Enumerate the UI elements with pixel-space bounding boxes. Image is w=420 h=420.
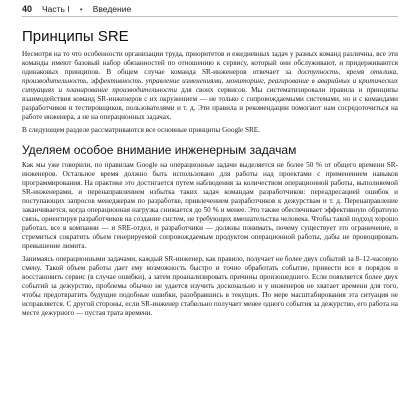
running-header [22,2,398,17]
paragraph-sre-duties [22,50,398,122]
paragraph-text: Несмотря на то что особенности организации труда, приоритетов и ежедневных задач у разных команд различны, все эти команды имеют базовый набор обязанностей по отношению к сервису, который они обслуживают, и придерживаются одинаковых принципов. В общем случае команда SR-инженеров отвечает за [22,50,398,76]
paragraph-text: для своих сервисов. Мы систематизировали правила и принципы взаимодействия команд SR-инженеров с их окружением — не только с сопровождаемыми системами, но и с командами разработчиков и тестировщиков, пользователями и т. д. Эти правила и рекомендации помогают нам сосредоточиться на работе инженера, а не на операционных задачах. [22,86,398,121]
paragraph-oncall-events: Занимаясь операционными задачами, каждый SR-инженер, как правило, получает не более двух событий за 8–12-часовую смену. Такой объем работы дает ему возможность быстро и точно обработать событие, привести все в порядок и восстановить сервис (в случае ошибки), а затем проанализировать причины произошедшего. Если появляется более двух событий за дежурство, проблемы обычно не удается изучить досконально и у инженеров не хватает времени для того, чтобы предотвратить будущие подобные ошибки, разобравшись в текущих. По мере масштабирования эта ситуация не исправляется. С другой стороны, если SR-инженер стабильно получает менее одного события за дежурство, его работа на месте дежурного — пустая трата времени. [22,255,398,317]
page-number: 40 [22,4,33,14]
part-label: Часть I [42,4,70,14]
section-title-sre-principles: Принципы SRE [22,28,129,45]
paragraph-operational-limit: Как мы уже говорили, по правилам Google на операционные задачи выделяется не более 50 % от общего времени SR-инженеров. Остальное время должно быть использовано для работы над проектами с применением навыков программирования. На практике это достигается путем наблюдения за количеством операционной работы, выполняемой SR-инженерами, и перенаправлением избытка таких задач командам разработчиков: переадресацией ошибок и поступающих запросов менеджерам по разработке, привлечением разработчиков к дежурствам и т. д. Перенаправление заканчивается, когда операционная нагрузка снижается до 50 % и менее. Это также обеспечивает эффективную обратную связь, ориентируя разработчиков на создание систем, не требующих вмешательства человека. Чтобы такой подход хорошо работал, все в компании — и SRE-отдел, и разработчики — должны понимать, почему существует это ограничение, и стремиться сократить объем генерируемой сопровождаемым продуктом операционной работы, дабы не провоцировать превышение лимита. [22,161,398,250]
italic-responsibilities-list: доступность, время отклика, производительность, эффективность, управление изменениями, мониторинг, реагирование в аварийных и критических ситуациях и планирование производительности [22,68,398,94]
chapter-label: Введение [92,4,132,14]
paragraph-next-section: В следующем разделе рассматриваются все основные принципы Google SRE. [22,126,260,134]
header-separator: • [79,4,83,14]
section-title-engineering-focus: Уделяем особое внимание инженерным задачам [22,143,297,157]
